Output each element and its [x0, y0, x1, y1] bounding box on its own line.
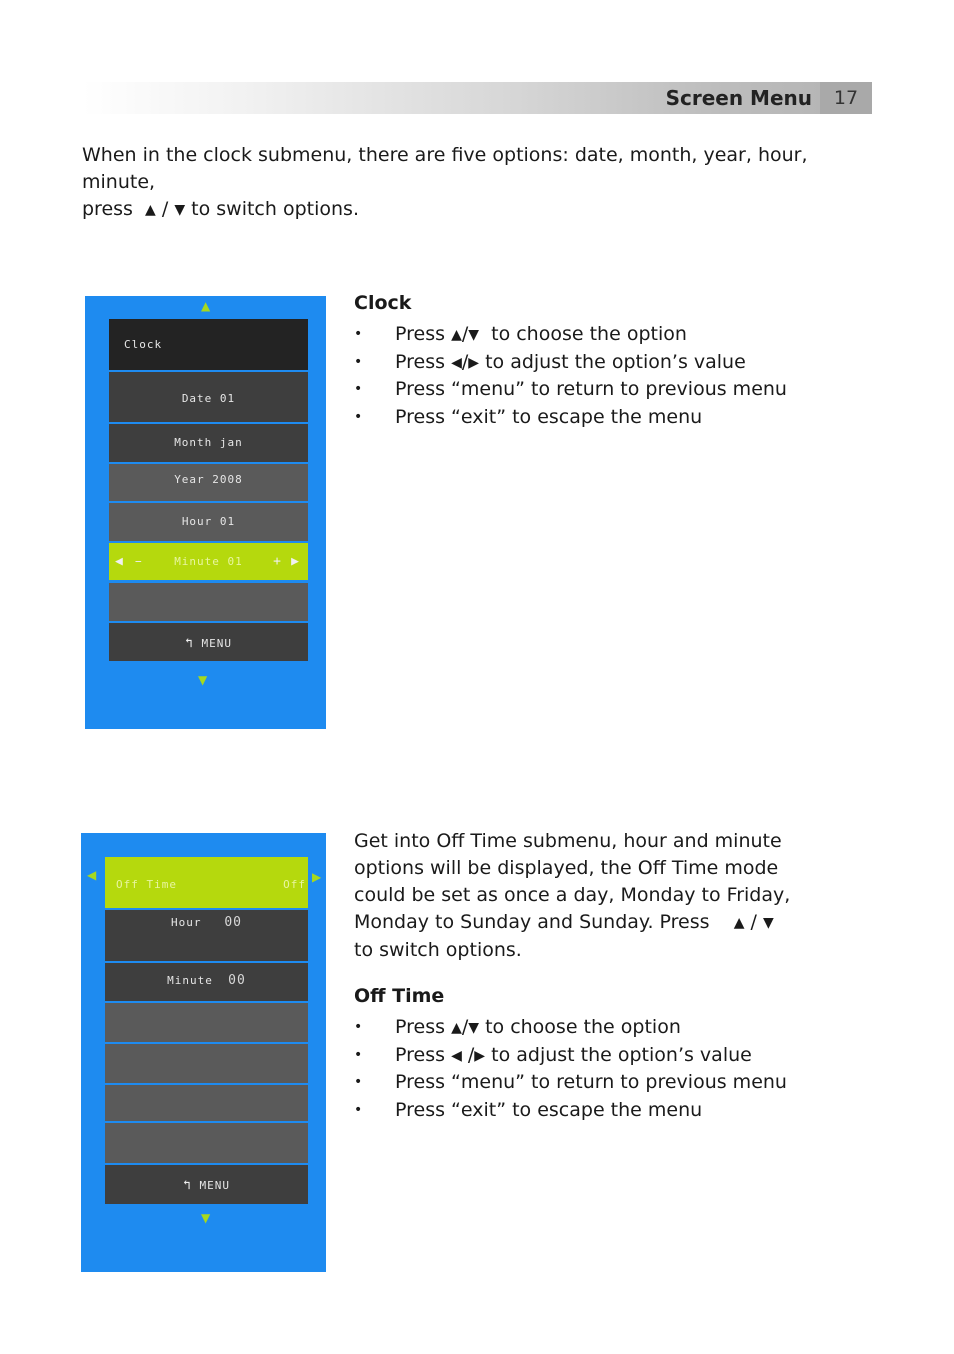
down-arrow-icon: ▼ [763, 915, 774, 931]
osd-right-arrow-icon: ▶ [291, 554, 300, 569]
osd-down-arrow-icon: ▼ [201, 1211, 211, 1225]
osd-empty-row [105, 1044, 308, 1083]
up-arrow-icon: ▲ [145, 202, 156, 218]
up-arrow-icon: ▲ [451, 327, 462, 343]
offtime-title: Off Time [354, 985, 445, 1007]
offtime-bullet-choose: • Press ▲/▼ to choose the option [354, 1014, 794, 1042]
osd-year-row: Year 2008 [109, 464, 308, 501]
clock-bullet-exit: • Press “exit” to escape the menu [354, 404, 794, 432]
offtime-bullet-adjust: • Press ◀ /▶ to adjust the option’s value [354, 1042, 794, 1070]
osd-right-arrow-icon: ▶ [312, 870, 322, 884]
left-arrow-icon: ◀ [451, 1047, 462, 1064]
down-arrow-icon: ▼ [468, 327, 480, 343]
offtime-bullet-menu: • Press “menu” to return to previous menu [354, 1069, 794, 1097]
clock-bullet-menu: • Press “menu” to return to previous menu [354, 376, 794, 404]
osd-empty-row [109, 583, 308, 621]
osd-empty-row [105, 1003, 308, 1042]
right-arrow-icon: ▶ [468, 354, 480, 371]
osd-up-arrow-icon: ▲ [201, 299, 211, 313]
osd-date-row: Date 01 [109, 372, 308, 422]
clock-bullet-adjust: • Press ◀/▶ to adjust the option’s value [354, 349, 794, 377]
page-number: 17 [820, 82, 872, 114]
offtime-paragraph: Get into Off Time submenu, hour and minute options will be displayed, the Off Time mode could be set as once a day, Monday to Friday, Monday to Sunday and Sunday. Press ▲ / ▼ to switch options. [354, 830, 791, 961]
osd-down-arrow-icon: ▼ [198, 673, 208, 687]
down-arrow-icon: ▼ [468, 1020, 480, 1036]
clock-title: Clock [354, 292, 412, 314]
offtime-bullet-list [354, 1014, 794, 1124]
intro-paragraph [82, 142, 882, 224]
osd-minute-row: ◀ − Minute 01 + ▶ [109, 543, 308, 580]
osd-hour-row: Hour 00 [105, 910, 308, 961]
osd-minute-row: Minute 00 [105, 963, 308, 1001]
osd-hour-row: Hour 01 [109, 503, 308, 541]
clock-bullet-list [354, 321, 794, 431]
clock-bullet-choose: • Press ▲/▼ to choose the option [354, 321, 794, 349]
clock-osd-panel [85, 296, 326, 729]
osd-left-arrow-icon: ◀ [87, 868, 97, 882]
osd-minus-icon: − [135, 555, 143, 568]
osd-plus-icon: + [273, 554, 282, 569]
clock-instructions [354, 290, 794, 431]
intro-line-2: press ▲ / ▼ to switch options. [82, 196, 882, 224]
up-arrow-icon: ▲ [451, 1020, 462, 1036]
osd-empty-row [105, 1123, 308, 1163]
osd-menu-row: ↰ MENU [109, 623, 308, 661]
return-icon: ↰ [185, 636, 194, 651]
down-arrow-icon: ▼ [174, 202, 186, 218]
osd-offtime-header: Off Time Off [105, 857, 308, 908]
osd-menu-row: ↰ MENU [105, 1165, 308, 1204]
osd-month-row: Month jan [109, 424, 308, 462]
up-arrow-icon: ▲ [733, 915, 745, 931]
return-icon: ↰ [183, 1178, 192, 1193]
header-bar [82, 82, 872, 114]
right-arrow-icon: ▶ [474, 1047, 486, 1064]
osd-empty-row [105, 1085, 308, 1121]
intro-line-1: When in the clock submenu, there are five options: date, month, year, hour, minute, [82, 144, 808, 193]
page-section-title: Screen Menu [665, 86, 812, 110]
offtime-bullet-exit: • Press “exit” to escape the menu [354, 1097, 794, 1125]
offtime-osd-panel [81, 833, 326, 1272]
left-arrow-icon: ◀ [451, 354, 462, 371]
osd-left-arrow-icon: ◀ [115, 554, 124, 569]
osd-clock-header: Clock [109, 319, 308, 370]
offtime-instructions [354, 828, 794, 1124]
